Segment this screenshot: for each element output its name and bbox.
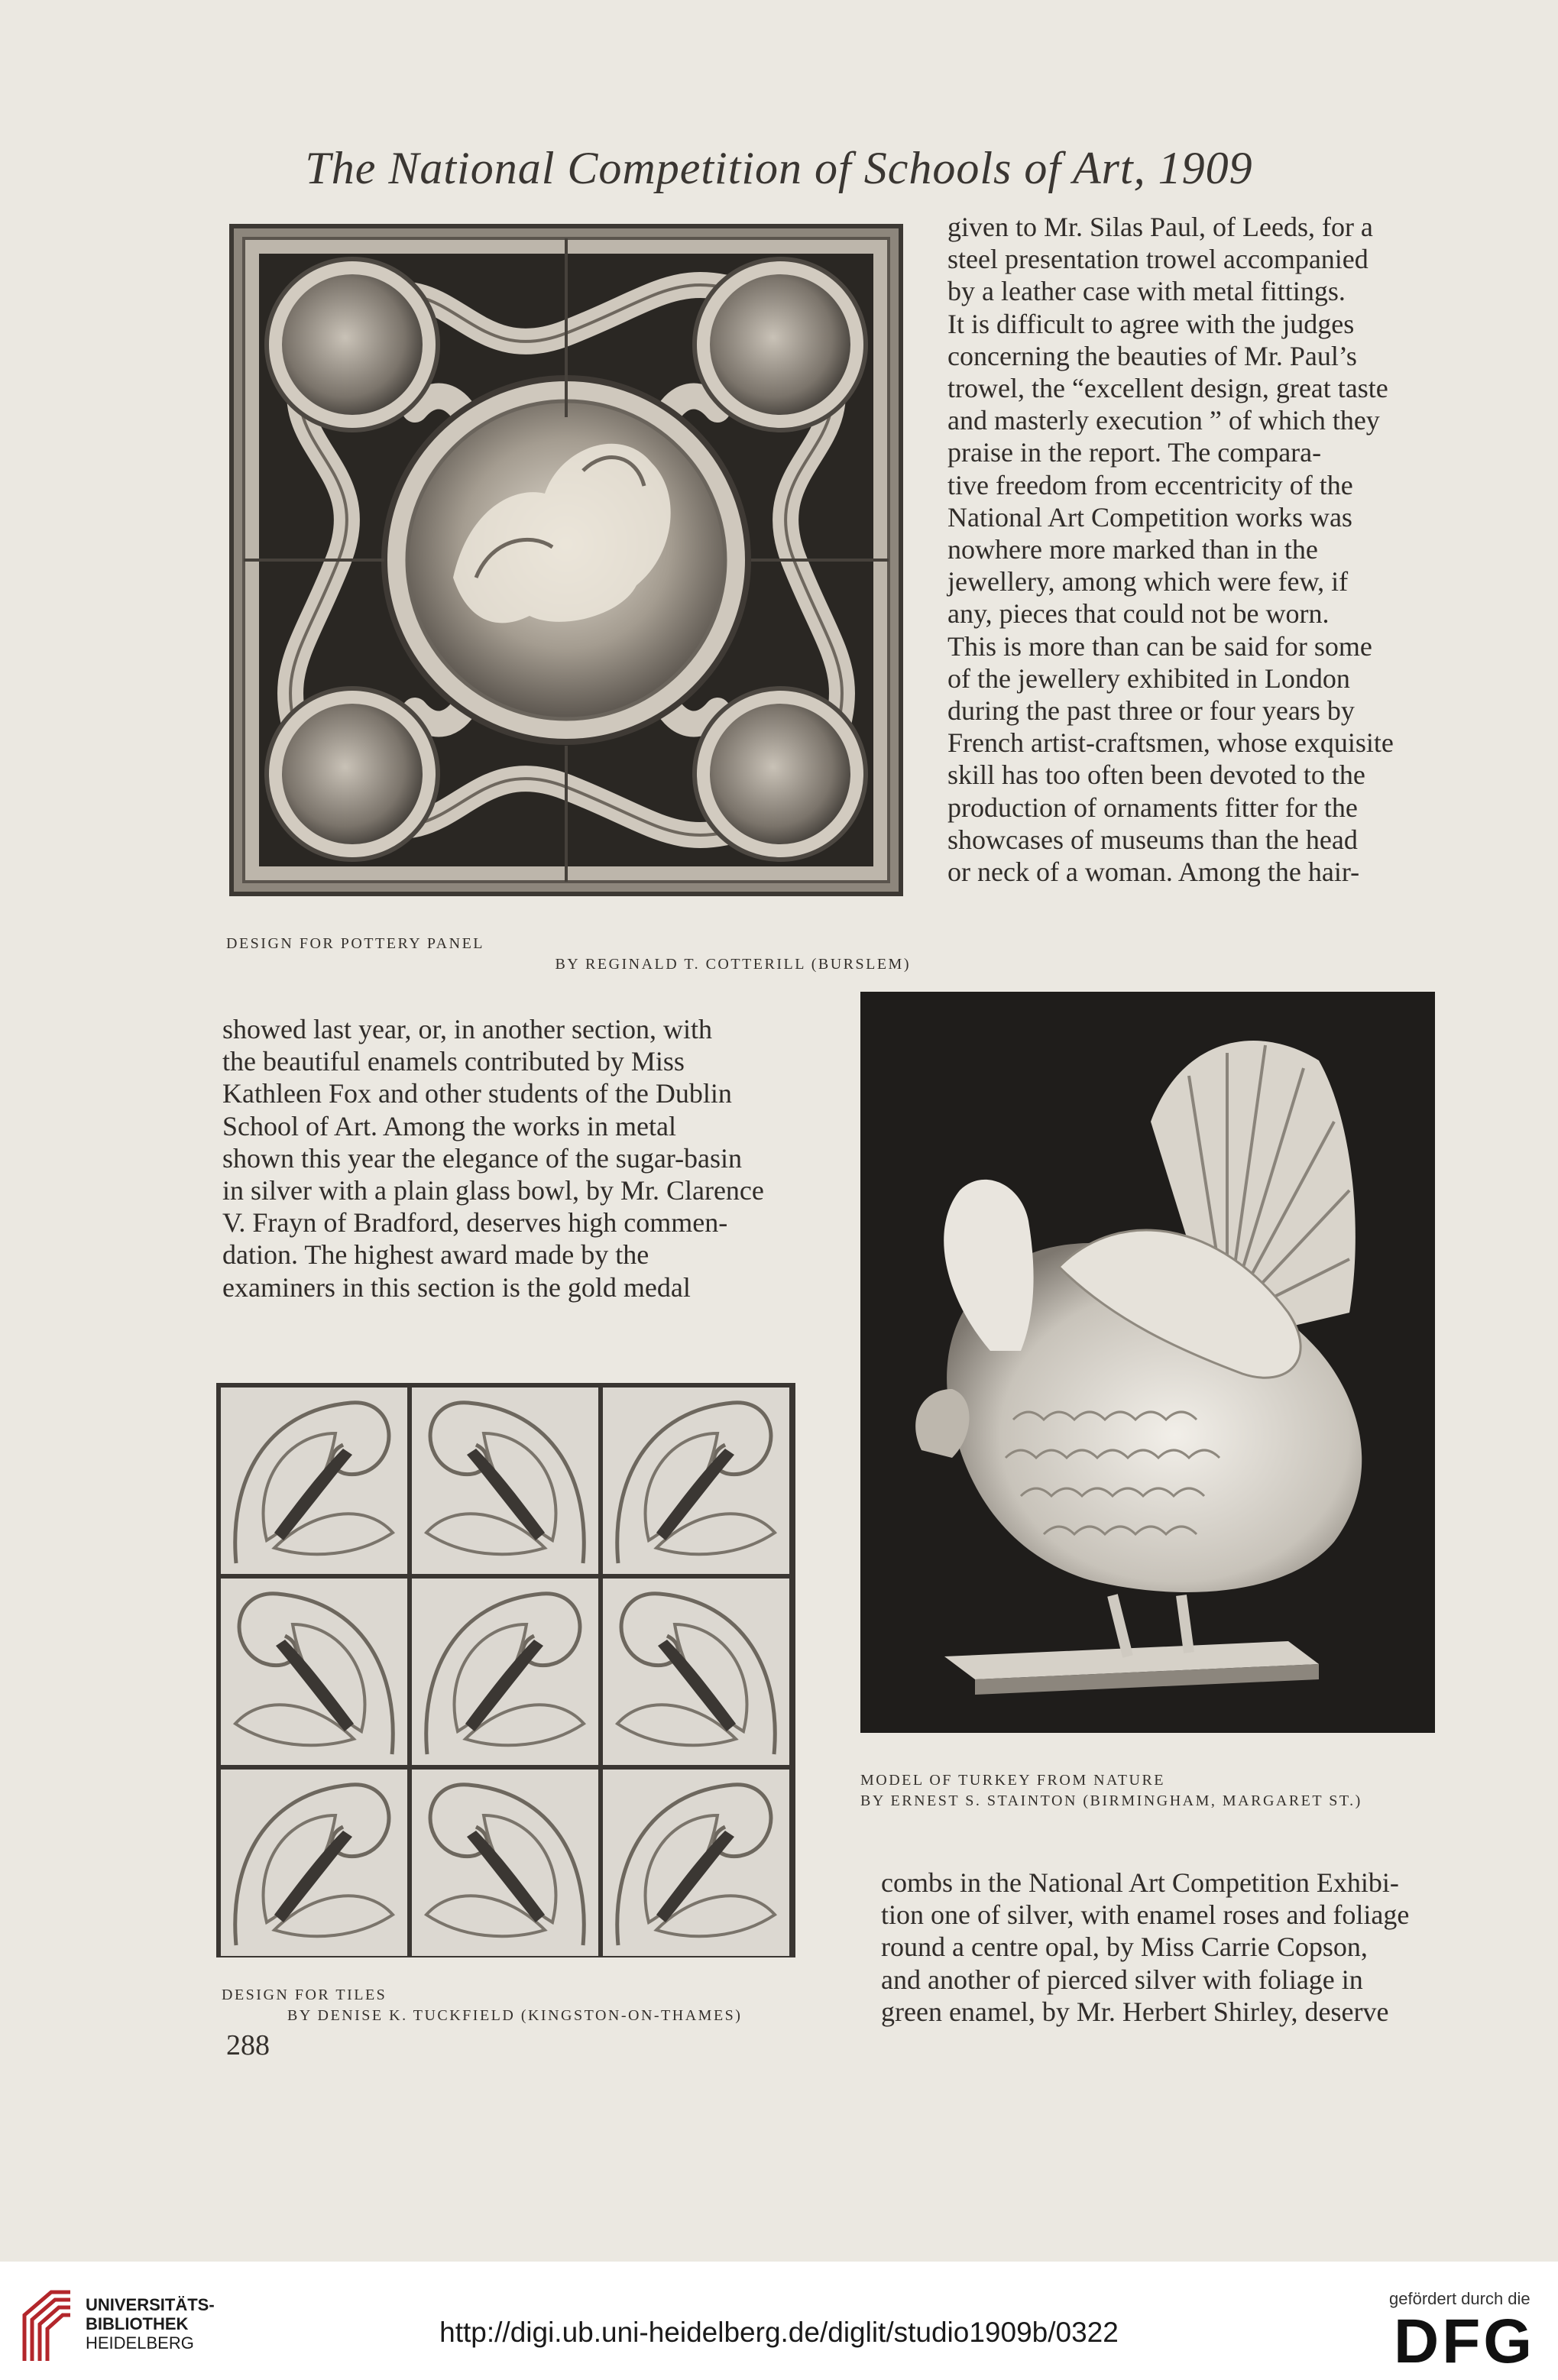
text-line: and masterly execution ” of which they	[947, 405, 1380, 436]
text-line: combs in the National Art Competition Exhibi-	[881, 1867, 1399, 1898]
text-line: green enamel, by Mr. Herbert Shirley, deserve	[881, 1996, 1389, 2027]
text-line: praise in the report. The compara-	[947, 437, 1322, 468]
text-line: during the past three or four years by	[947, 695, 1355, 727]
dfg-logo: DFG	[1394, 2307, 1536, 2376]
text-line: of the jewellery exhibited in London	[947, 662, 1350, 694]
text-line: by a leather case with metal fittings.	[947, 276, 1346, 307]
text-line: French artist-craftsmen, whose exquisite	[947, 727, 1394, 759]
turkey-model-plate	[860, 992, 1435, 1733]
body-text-right-top	[947, 211, 1449, 888]
tile	[412, 1770, 598, 1956]
tile	[412, 1388, 598, 1574]
turkey-caption	[860, 1770, 1441, 1812]
tiles-caption-credit: BY DENISE K. TUCKFIELD (KINGSTON-ON-THAMES)	[287, 2007, 743, 2024]
body-text-right-bottom	[881, 1867, 1449, 2028]
text-line: shown this year the elegance of the sugar-basin	[222, 1142, 743, 1174]
pottery-caption	[226, 934, 911, 975]
text-line: concerning the beauties of Mr. Paul’s	[947, 340, 1357, 371]
text-line: showed last year, or, in another section, with	[222, 1014, 712, 1044]
pottery-caption-title: DESIGN FOR POTTERY PANEL	[226, 935, 484, 952]
page-number: 288	[226, 2029, 270, 2061]
turkey-caption-credit: BY ERNEST S. STAINTON (BIRMINGHAM, MARGARET ST.)	[860, 1792, 1362, 1809]
source-url-link[interactable]: http://digi.ub.uni-heidelberg.de/diglit/studio1909b/0322	[439, 2317, 1119, 2348]
text-line: skill has too often been devoted to the	[947, 759, 1365, 791]
tiles-caption-title: DESIGN FOR TILES	[222, 1987, 387, 2003]
text-line: and another of pierced silver with foliage in	[881, 1964, 1363, 1995]
text-line: any, pieces that could not be worn.	[947, 598, 1330, 630]
library-name-line: BIBLIOTHEK	[86, 2314, 189, 2333]
funded-by-label: gefördert durch die	[1389, 2289, 1530, 2308]
text-line: This is more than can be said for some	[947, 630, 1372, 662]
tile	[221, 1388, 407, 1574]
text-line: tive freedom from eccentricity of the	[947, 469, 1353, 500]
text-line: jewellery, among which were few, if	[947, 566, 1349, 597]
tile	[412, 1579, 598, 1765]
tile	[221, 1579, 407, 1765]
text-line: the beautiful enamels contributed by Miss	[222, 1046, 685, 1077]
text-line: round a centre opal, by Miss Carrie Copson,	[881, 1932, 1368, 1963]
text-line: It is difficult to agree with the judges	[947, 308, 1355, 339]
tile	[603, 1388, 789, 1574]
text-line: dation. The highest award made by the	[222, 1239, 649, 1271]
text-line: production of ornaments fitter for the	[947, 792, 1358, 823]
text-line: in silver with a plain glass bowl, by Mr. Clarence	[222, 1175, 764, 1206]
running-head: The National Competition of Schools of Art, 1909	[305, 143, 1253, 193]
library-name-line: UNIVERSITÄTS-	[86, 2295, 215, 2314]
pottery-panel-plate	[224, 219, 909, 902]
tiles-design-plate	[216, 1383, 795, 1957]
text-line: steel presentation trowel accompanied	[947, 244, 1369, 275]
text-line: or neck of a woman. Among the hair-	[947, 856, 1360, 888]
library-name-line: HEIDELBERG	[86, 2333, 194, 2352]
tile	[603, 1579, 789, 1765]
text-line: School of Art. Among the works in metal	[222, 1110, 676, 1141]
text-line: examiners in this section is the gold medal	[222, 1271, 691, 1303]
tiles-caption	[222, 1985, 833, 2026]
text-line: showcases of museums than the head	[947, 824, 1358, 855]
tile	[221, 1770, 407, 1956]
text-line: Kathleen Fox and other students of the Dublin	[222, 1078, 732, 1109]
text-line: trowel, the “excellent design, great taste	[947, 373, 1388, 404]
tile	[603, 1770, 789, 1956]
turkey-caption-title: MODEL OF TURKEY FROM NATURE	[860, 1772, 1166, 1789]
text-line: tion one of silver, with enamel roses and foliage	[881, 1899, 1410, 1931]
body-text-left-middle	[222, 1013, 788, 1303]
text-line: V. Frayn of Bradford, deserves high commen-	[222, 1207, 728, 1239]
text-line: nowhere more marked than in the	[947, 534, 1318, 565]
text-line: given to Mr. Silas Paul, of Leeds, for a	[947, 212, 1373, 242]
pottery-caption-credit: BY REGINALD T. COTTERILL (BURSLEM)	[555, 956, 911, 973]
text-line: National Art Competition works was	[947, 501, 1352, 533]
